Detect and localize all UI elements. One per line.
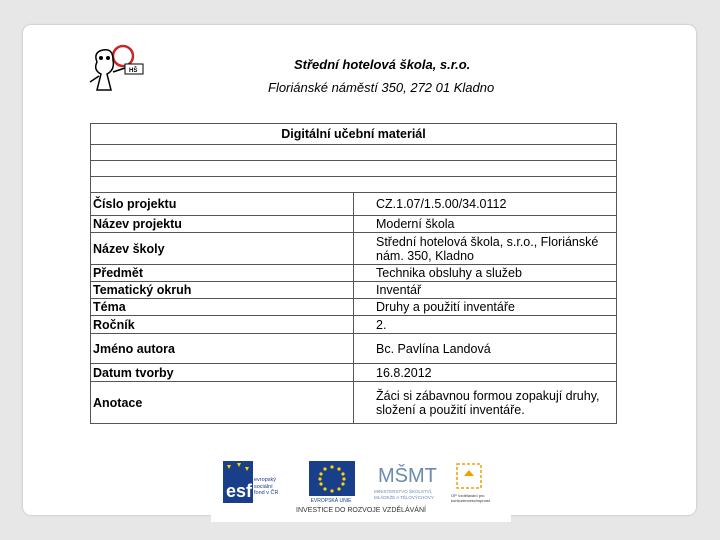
eu-text: EVROPSKÁ UNIE	[310, 498, 352, 504]
row-label: Jméno autora	[91, 334, 354, 364]
school-name: Střední hotelová škola, s.r.o.	[294, 57, 471, 72]
row-label: Téma	[91, 299, 354, 316]
esf-text: evropský sociální fond v ČR	[254, 477, 279, 496]
svg-text:esf: esf	[226, 481, 253, 501]
table-row	[91, 316, 617, 334]
table-row	[91, 233, 617, 265]
row-value: Inventář	[354, 282, 617, 299]
school-logo-icon	[85, 42, 145, 94]
row-value: Žáci si zábavnou formou zopakují druhy, složení a použití inventáře.	[354, 382, 617, 424]
svg-text:MŠMT: MŠMT	[378, 465, 437, 487]
row-value: Bc. Pavlína Landová	[354, 334, 617, 364]
op-text: OP Vzdělávání pro konkurenceschopnost	[451, 493, 490, 503]
table-row	[91, 193, 617, 216]
row-value: Střední hotelová škola, s.r.o., Floriánské nám. 350, Kladno	[354, 233, 617, 265]
row-label: Název školy	[91, 233, 354, 265]
row-label: Anotace	[91, 382, 354, 424]
msmt-text: MINISTERSTVO ŠKOLSTVÍ, MLÁDEŽE A TĚLOVÝCHOVY	[374, 489, 434, 500]
row-label: Číslo projektu	[91, 193, 354, 216]
table-row	[91, 265, 617, 282]
row-value: 2.	[354, 316, 617, 334]
op-vk-logo-icon	[454, 461, 484, 491]
row-label: Název projektu	[91, 216, 354, 233]
row-value: Technika obsluhy a služeb	[354, 265, 617, 282]
row-value: 16.8.2012	[354, 364, 617, 382]
table-empty-row	[91, 161, 617, 177]
table-row	[91, 382, 617, 424]
row-label: Tematický okruh	[91, 282, 354, 299]
row-value: Moderní škola	[354, 216, 617, 233]
table-heading: Digitální učební materiál	[91, 124, 617, 145]
funding-logos-footer	[211, 455, 511, 522]
school-address: Floriánské náměstí 350, 272 01 Kladno	[268, 80, 495, 95]
table-row	[91, 216, 617, 233]
row-value: CZ.1.07/1.5.00/34.0112	[354, 193, 617, 216]
table-row	[91, 334, 617, 364]
row-label: Ročník	[91, 316, 354, 334]
eu-flag-icon	[309, 461, 355, 496]
table-heading-row	[91, 124, 617, 145]
table-empty-row	[91, 177, 617, 193]
svg-text:HŠ: HŠ	[129, 68, 138, 74]
table-row	[91, 282, 617, 299]
row-value: Druhy a použití inventáře	[354, 299, 617, 316]
footer-caption: INVESTICE DO ROZVOJE VZDĚLÁVÁNÍ	[296, 507, 426, 514]
table-row	[91, 364, 617, 382]
row-label: Datum tvorby	[91, 364, 354, 382]
msmt-logo-icon	[376, 458, 437, 488]
metadata-table	[90, 123, 617, 424]
table-row	[91, 299, 617, 316]
table-empty-row	[91, 145, 617, 161]
row-label: Předmět	[91, 265, 354, 282]
